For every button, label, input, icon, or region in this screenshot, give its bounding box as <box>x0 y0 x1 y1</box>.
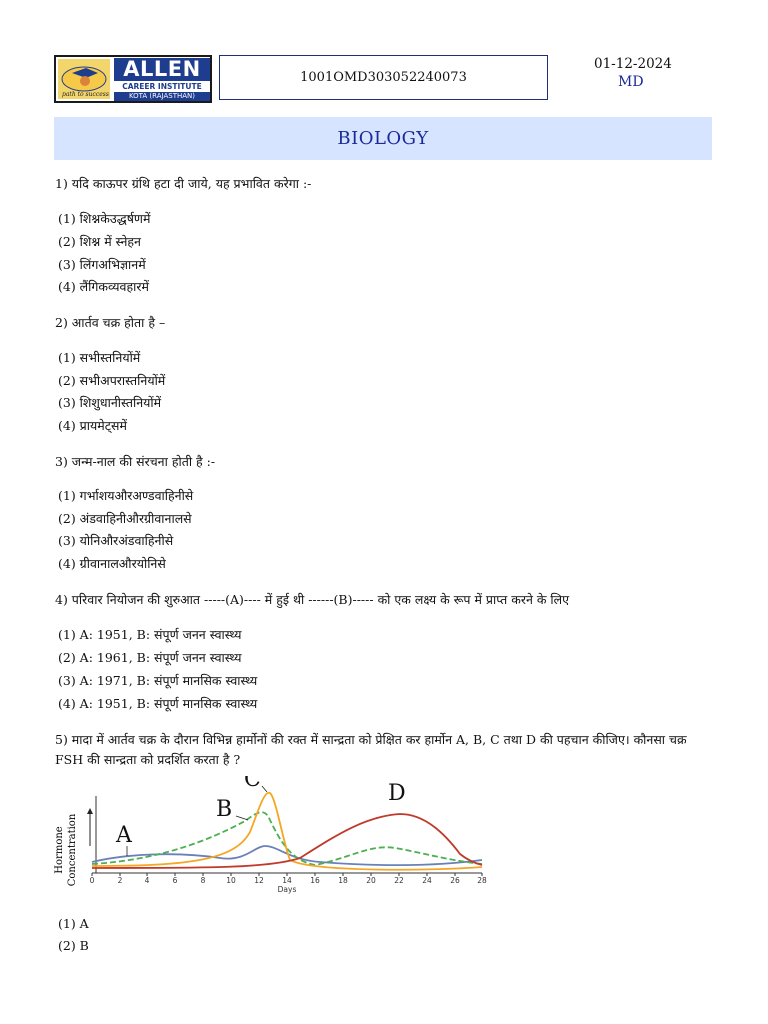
paper-code: 1001OMD303052240073 <box>300 70 467 85</box>
x-tick-label: 16 <box>310 876 320 885</box>
q5-option-1: (1) A <box>58 916 89 931</box>
logo-brand: ALLEN <box>114 58 210 81</box>
hormone-graph <box>50 776 490 896</box>
subject-heading <box>54 117 712 160</box>
stream-label: MD <box>618 74 644 90</box>
q2-option-1: (1) सभीस्तनियोंमें <box>58 350 141 365</box>
graph-ylabel-1: Hormone <box>54 826 65 874</box>
question-1: 1) यदि काऊपर ग्रंथि हटा दी जाये, यह प्रभावित करेगा :- <box>55 176 312 191</box>
q3-option-4: (4) ग्रीवानालऔरयोनिसे <box>58 556 166 571</box>
x-tick-label: 18 <box>338 876 348 885</box>
x-tick-label: 6 <box>172 876 178 885</box>
q1-option-4: (4) लैंगिकव्यवहारमें <box>58 279 149 294</box>
x-tick-label: 24 <box>422 876 432 885</box>
q2-option-3: (3) शिशुधानीस्तनियोंमें <box>58 395 162 410</box>
q1-option-1: (1) शिश्नकेउद्धर्षणमें <box>58 211 151 226</box>
paper-code-box <box>219 55 548 100</box>
q5-option-2: (2) B <box>58 938 89 953</box>
question-2: 2) आर्तव चक्र होता है – <box>55 315 166 330</box>
graph-ylabel-2: Concentration <box>67 813 78 887</box>
logo-city: KOTA (RAJASTHAN) <box>114 92 210 101</box>
q2-option-2: (2) सभीअपरास्तनियोंमें <box>58 373 166 388</box>
curve-label-b: B <box>216 797 233 822</box>
curve-label-a: A <box>116 823 132 848</box>
question-5: 5) मादा में आर्तव चक्र के दौरान विभिन्न हार्मोनों की रक्त में सान्द्रता को प्रेक्षित कर हार्मोन A, B, C तथा D की पहचान कीजिए। कौनसा चक्र FSH की सान्द्रता को प्रदर्शित करता है ? <box>55 732 687 767</box>
x-tick-label: 8 <box>200 876 206 885</box>
logo-tagline: path to success <box>62 91 109 98</box>
exam-date: 01-12-2024 <box>594 56 672 72</box>
x-tick-label: 20 <box>366 876 376 885</box>
x-tick-label: 10 <box>226 876 236 885</box>
q4-option-4: (4) A: 1951, B: संपूर्ण मानसिक स्वास्थ्य <box>58 696 258 711</box>
q3-option-2: (2) अंडवाहिनीऔरग्रीवानालसे <box>58 511 192 526</box>
subject-title: BIOLOGY <box>337 128 429 149</box>
x-tick-label: 2 <box>117 876 123 885</box>
q3-option-1: (1) गर्भाशयऔरअण्डवाहिनीसे <box>58 488 194 503</box>
q1-option-3: (3) लिंगअभिज्ञानमें <box>58 257 146 272</box>
x-tick-label: 4 <box>144 876 150 885</box>
curve-d <box>92 814 482 868</box>
y-arrow-head <box>87 808 93 814</box>
q4-option-2: (2) A: 1961, B: संपूर्ण जनन स्वास्थ्य <box>58 650 242 665</box>
leader-c <box>262 786 267 792</box>
q1-option-2: (2) शिश्न में स्नेहन <box>58 234 141 249</box>
question-4: 4) परिवार नियोजन की शुरुआत -----(A)---- में हुई थी ------(B)----- को एक लक्ष्य के रूप में प्राप्त करने के लिए <box>55 592 570 607</box>
x-tick-label: 28 <box>477 876 487 885</box>
curve-c <box>92 793 482 870</box>
x-tick-label: 22 <box>394 876 404 885</box>
q2-option-4: (4) प्रायमेट्समें <box>58 418 127 433</box>
q4-option-1: (1) A: 1951, B: संपूर्ण जनन स्वास्थ्य <box>58 627 242 642</box>
x-tick-label: 26 <box>450 876 460 885</box>
x-tick-label: 14 <box>282 876 292 885</box>
q4-option-3: (3) A: 1971, B: संपूर्ण मानसिक स्वास्थ्य <box>58 673 258 688</box>
curve-label-c: C <box>244 776 261 792</box>
graduate-emblem-icon <box>58 59 110 99</box>
allen-logo <box>54 55 212 103</box>
x-axis-label: Days <box>277 885 297 894</box>
q3-option-3: (3) योनिऔरअंडवाहिनीसे <box>58 533 174 548</box>
logo-subtitle: CAREER INSTITUTE <box>122 82 202 91</box>
curve-label-d: D <box>388 781 406 806</box>
x-tick-label: 0 <box>89 876 95 885</box>
question-3: 3) जन्म-नाल की संरचना होती है :- <box>55 454 216 469</box>
x-tick-label: 12 <box>254 876 264 885</box>
leader-b <box>236 816 248 820</box>
